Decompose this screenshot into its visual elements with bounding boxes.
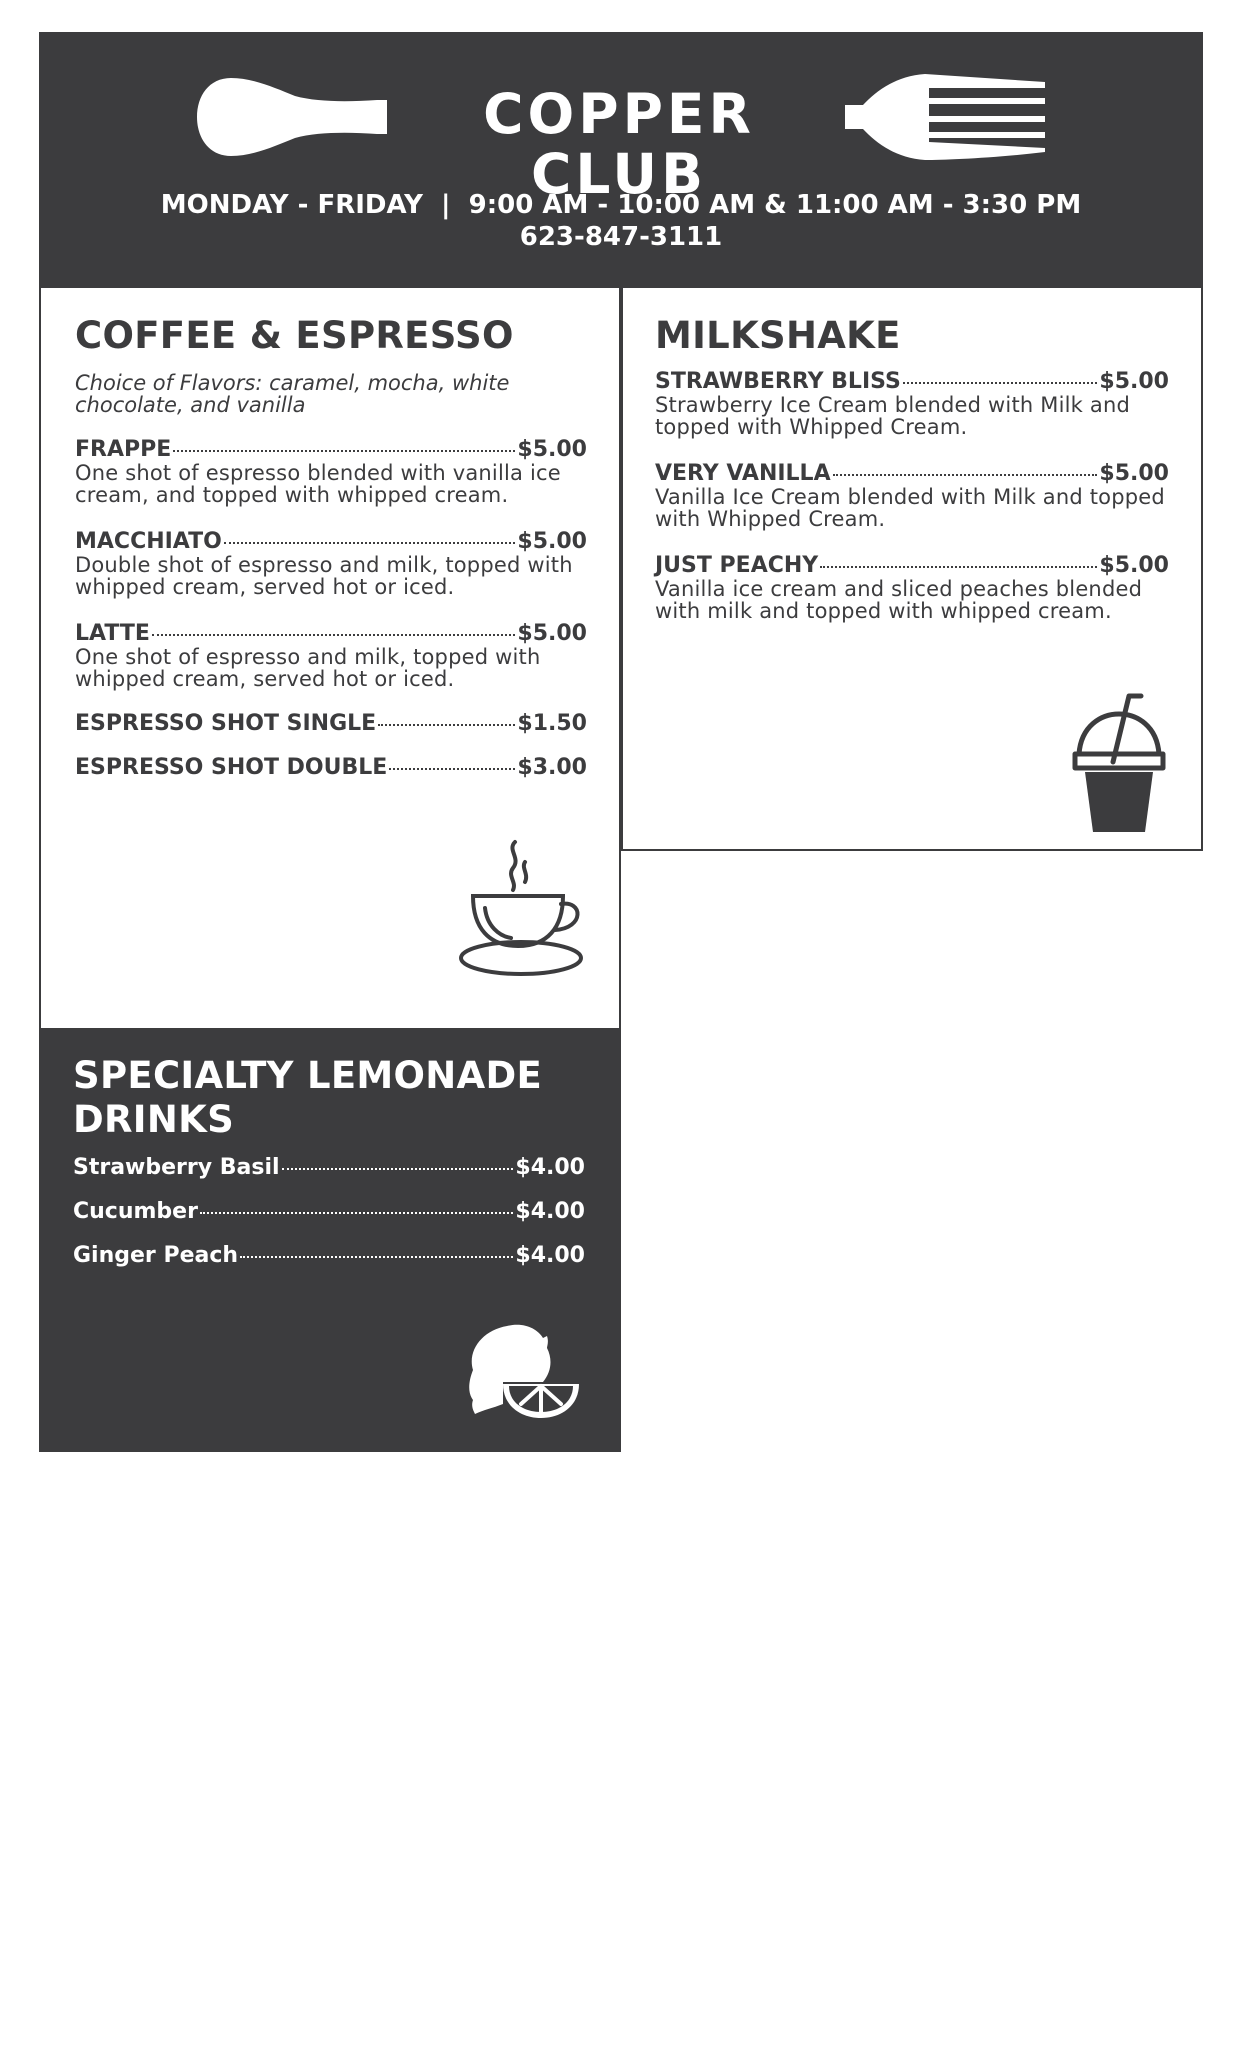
- item-price: $3.00: [517, 755, 587, 780]
- dot-leader: [903, 382, 1098, 384]
- menu-header: [39, 32, 1203, 288]
- item-name: ESPRESSO SHOT SINGLE: [75, 711, 377, 736]
- item-price: $5.00: [517, 529, 587, 554]
- dot-leader: [389, 768, 515, 770]
- item-name: LATTE: [75, 621, 150, 646]
- item-description: Strawberry Ice Cream blended with Milk and topped with Whipped Cream.: [655, 393, 1130, 439]
- item-description: Double shot of espresso and milk, topped with whipped cream, served hot or iced.: [75, 553, 573, 599]
- specialty-lemonade-section: [39, 1028, 621, 1452]
- menu-item: [73, 1156, 585, 1180]
- coffee-cup-icon: [459, 838, 589, 978]
- dot-leader: [224, 542, 516, 544]
- menu-page: [39, 32, 1203, 1452]
- milkshake-cup-icon: [1071, 692, 1167, 842]
- section-title: SPECIALTY LEMONADE DRINKS: [73, 1054, 543, 1141]
- menu-item: [73, 1244, 585, 1268]
- item-price: $5.00: [517, 621, 587, 646]
- item-name: FRAPPE: [75, 437, 172, 462]
- section-title: MILKSHAKE: [655, 314, 901, 357]
- item-price: $5.00: [1099, 461, 1169, 486]
- milkshake-section: [621, 288, 1203, 851]
- item-name: JUST PEACHY: [655, 553, 819, 578]
- dot-leader: [378, 724, 515, 726]
- item-price: $5.00: [1099, 369, 1169, 394]
- item-description: Vanilla Ice Cream blended with Milk and topped with Whipped Cream.: [655, 485, 1165, 531]
- menu-item: [75, 756, 587, 780]
- brand-name: COPPER CLUB: [483, 82, 755, 206]
- menu-item: [75, 438, 587, 506]
- dot-leader: [200, 1212, 513, 1214]
- item-name: STRAWBERRY BLISS: [655, 369, 901, 394]
- item-name: MACCHIATO: [75, 529, 222, 554]
- item-description: One shot of espresso blended with vanilla ice cream, and topped with whipped cream.: [75, 461, 561, 507]
- item-price: $5.00: [1099, 553, 1169, 578]
- item-price: $4.00: [515, 1199, 585, 1224]
- dot-leader: [833, 474, 1098, 476]
- item-price: $4.00: [515, 1243, 585, 1268]
- item-price: $5.00: [517, 437, 587, 462]
- item-name: ESPRESSO SHOT DOUBLE: [75, 755, 388, 780]
- dot-leader: [282, 1168, 514, 1170]
- menu-item: [73, 1200, 585, 1224]
- section-title: COFFEE & ESPRESSO: [75, 314, 514, 357]
- menu-item: [75, 712, 587, 736]
- item-name: VERY VANILLA: [655, 461, 831, 486]
- item-name: Strawberry Basil: [73, 1155, 280, 1180]
- menu-item: [75, 530, 587, 598]
- menu-item: [655, 370, 1169, 438]
- dot-leader: [240, 1256, 513, 1258]
- item-price: $1.50: [517, 711, 587, 736]
- lemon-icon: [463, 1320, 583, 1420]
- item-name: Cucumber: [73, 1199, 198, 1224]
- dot-leader: [152, 634, 516, 636]
- fork-icon: [845, 72, 1045, 162]
- menu-item: [75, 622, 587, 690]
- dot-leader: [820, 566, 1097, 568]
- opening-hours: MONDAY - FRIDAY | 9:00 AM - 10:00 AM & 11:00 AM - 3:30 PM: [160, 190, 1082, 220]
- menu-item: [655, 554, 1169, 622]
- item-description: One shot of espresso and milk, topped with whipped cream, served hot or iced.: [75, 645, 541, 691]
- flavor-choice-note: Choice of Flavors: caramel, mocha, white chocolate, and vanilla: [75, 371, 510, 417]
- menu-item: [655, 462, 1169, 530]
- item-name: Ginger Peach: [73, 1243, 239, 1268]
- coffee-espresso-section: [39, 288, 621, 1030]
- item-price: $4.00: [515, 1155, 585, 1180]
- phone-number: 623-847-3111: [519, 222, 723, 252]
- dot-leader: [173, 450, 515, 452]
- item-description: Vanilla ice cream and sliced peaches blended with milk and topped with whipped cream.: [655, 577, 1143, 623]
- spoon-icon: [197, 76, 389, 158]
